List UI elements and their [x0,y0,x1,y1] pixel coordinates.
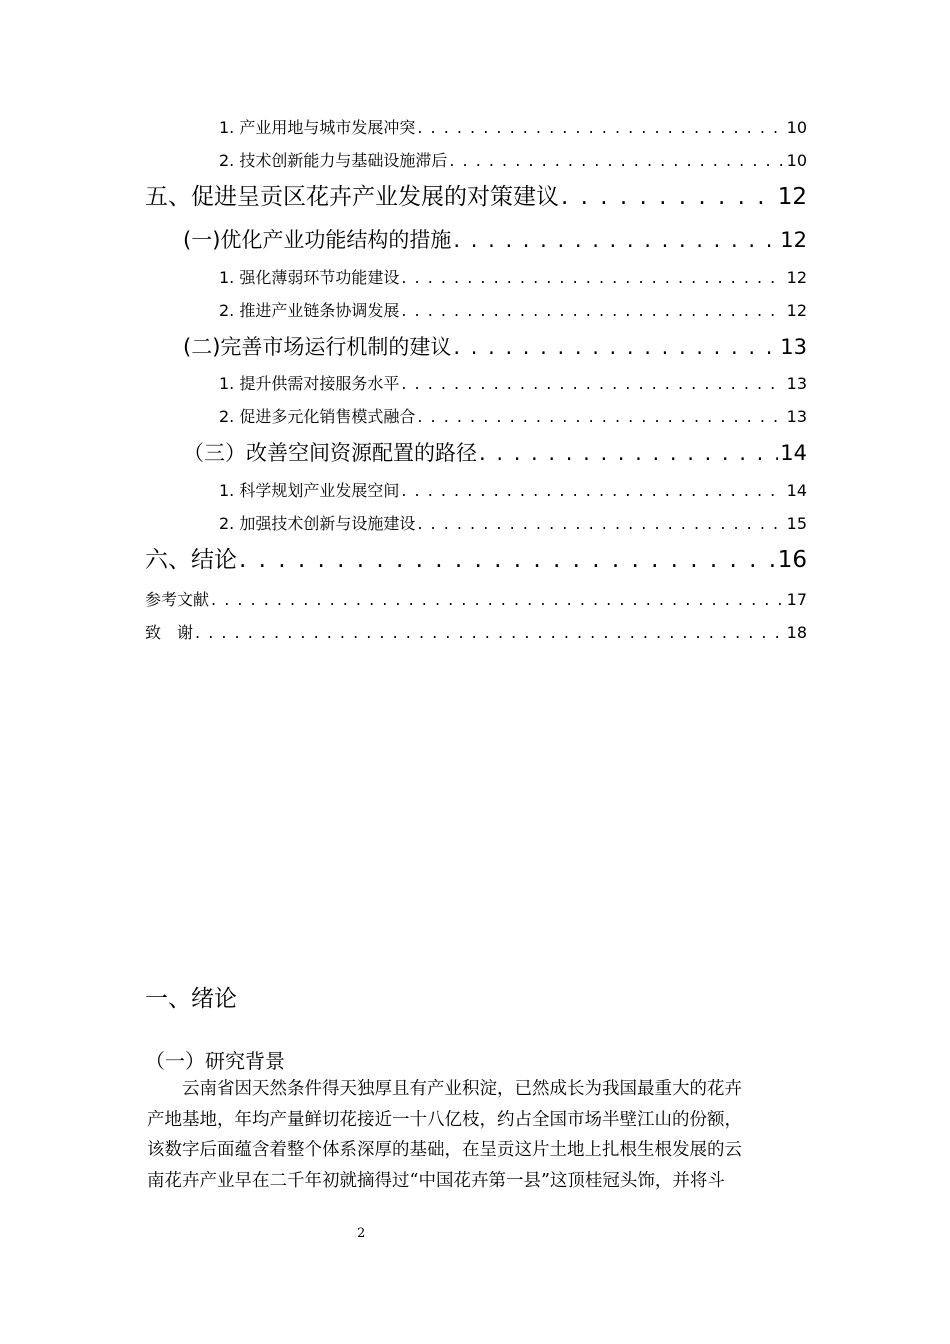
toc-dot-leader [417,406,784,428]
toc-entry-page: 14 [780,441,807,465]
toc-dot-leader [479,439,778,467]
toc-entry[interactable] [219,300,807,322]
toc-dot-leader [401,267,784,289]
toc-entry-label: 2. 促进多元化销售模式融合 [219,407,416,426]
toc-entry[interactable] [219,117,807,139]
toc-entry-label: 1. 强化薄弱环节功能建设 [219,268,400,287]
toc-entry-page: 12 [780,228,807,252]
toc-entry-page: 12 [777,184,807,210]
toc-entry-label: 2. 推进产业链条协调发展 [219,301,400,320]
toc-entry-page: 10 [786,151,807,170]
toc-entry[interactable] [145,622,807,644]
toc-entry[interactable] [219,150,807,172]
toc-dot-leader [195,622,785,644]
toc-entry-label: 1. 科学规划产业发展空间 [219,481,400,500]
toc-entry-page: 13 [786,374,807,393]
toc-entry-label: 1. 产业用地与城市发展冲突 [219,118,416,137]
toc-dot-leader [401,300,784,322]
section-heading: （一）研究背景 [145,1049,285,1073]
toc-entry[interactable] [145,182,807,212]
toc-entry-label: 六、结论 [145,547,237,573]
toc-dot-leader [417,117,784,139]
toc-dot-leader [453,333,778,361]
toc-entry[interactable] [219,513,807,535]
paragraph-line: 南花卉产业早在二千年初就摘得过“中国花卉第一县”这顶桂冠头饰，并将斗 [147,1170,725,1191]
toc-dot-leader [453,226,778,254]
paragraph-line: 该数字后面蕴含着整个体系深厚的基础，在呈贡这片土地上扎根生根发展的云 [147,1140,742,1160]
toc-entry-page: 10 [786,118,807,137]
toc-dot-leader [417,513,784,535]
body-paragraph [147,1074,807,1196]
toc-entry-label: （三）改善空间资源配置的路径 [183,441,477,465]
toc-entry[interactable] [145,589,807,611]
toc-entry-page: 15 [786,514,807,533]
toc-entry-page: 12 [786,301,807,320]
toc-entry-label: 五、促进呈贡区花卉产业发展的对策建议 [145,184,559,210]
toc-dot-leader [401,373,784,395]
toc-dot-leader [449,150,784,172]
paragraph-line: 产地基地，年均产量鲜切花接近一十八亿枝，约占全国市场半壁江山的份额， [147,1109,742,1130]
toc-entry-label: 致 谢 [145,623,194,642]
paragraph-line: 云南省因天然条件得天独厚且有产业积淀，已然成长为我国最重大的花卉 [182,1079,742,1099]
toc-dot-leader [211,589,785,611]
toc-dot-leader [401,480,784,502]
toc-entry[interactable] [183,226,807,254]
toc-entry-page: 14 [786,481,807,500]
toc-entry-label: (二)完善市场运行机制的建议 [183,335,452,359]
toc-entry-page: 12 [786,268,807,287]
toc-entry-label: 2. 加强技术创新与设施建设 [219,514,416,533]
toc-entry[interactable] [183,439,807,467]
page-number: 2 [357,1226,366,1241]
toc-entry-page: 16 [777,547,807,573]
toc-entry-label: 参考文献 [145,590,210,609]
toc-entry[interactable] [219,406,807,428]
toc-dot-leader [239,545,776,575]
toc-entry[interactable] [219,373,807,395]
toc-entry-label: 1. 提升供需对接服务水平 [219,374,400,393]
toc-entry-page: 17 [786,590,807,609]
toc-entry-label: 2. 技术创新能力与基础设施滞后 [219,151,448,170]
toc-entry-page: 13 [780,335,807,359]
chapter-heading: 一、绪论 [145,986,237,1012]
toc-entry-label: (一)优化产业功能结构的措施 [183,228,452,252]
toc-entry[interactable] [145,545,807,575]
toc-entry[interactable] [183,333,807,361]
toc-entry[interactable] [219,480,807,502]
toc-entry-page: 18 [786,623,807,642]
toc-entry[interactable] [219,267,807,289]
toc-entry-page: 13 [786,407,807,426]
toc-dot-leader [561,182,776,212]
